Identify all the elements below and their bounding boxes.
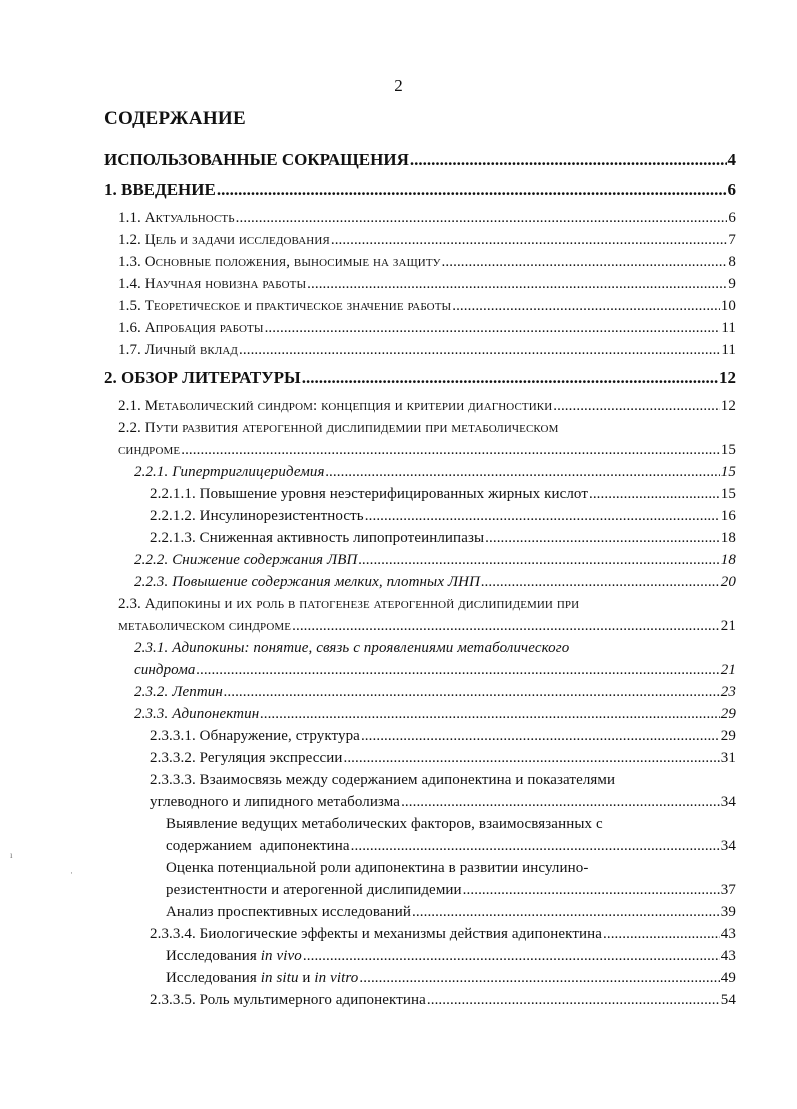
toc-entry-1-1[interactable] [118,210,736,232]
toc-entry-label: 2.3.3.1. Обнаружение, структура [150,728,360,744]
toc-entry-1-3[interactable] [118,254,736,276]
scan-artifact: · [70,868,73,878]
toc-entry-label-latin: in situ [260,970,299,986]
toc-entry-2-2-2[interactable] [134,552,736,574]
page-number: 2 [394,76,403,95]
toc-leader-dots [412,904,720,921]
toc-entry-label: 2. ОБЗОР ЛИТЕРАТУРЫ [104,368,301,387]
toc-leader-dots [292,618,720,635]
toc-entry-2-2-1-2[interactable] [150,508,736,530]
toc-entry-label: 2.3.3.5. Роль мультимерного адипонектина [150,992,426,1008]
toc-entry-label: 2.3.3.4. Биологические эффекты и механизмы действия адипонектина [150,926,602,942]
toc-entry-1-6[interactable] [118,320,736,342]
toc-leader-dots [485,530,720,547]
scan-artifact: ı [10,850,13,860]
toc-leader-dots [331,232,728,249]
toc-entry-page: 43 [720,926,736,942]
toc-entry-label: 1.3. Основные положения, выносимые на защиту [118,254,441,270]
toc-entry-page: 16 [720,508,736,524]
toc-entry-page: 8 [728,254,736,270]
toc-entry-label: 2.2. Пути развития атерогенной дислипидемии при метаболическом [118,420,559,436]
toc-entry-page: 37 [720,882,736,898]
toc-entry-page: 7 [728,232,736,248]
toc-leader-dots [401,794,720,811]
toc-entry-abbreviations[interactable] [104,150,736,172]
toc-entry-page: 54 [720,992,736,1008]
contents-title: СОДЕРЖАНИЕ [104,108,246,129]
toc-entry-page: 15 [720,442,736,458]
toc-entry-page: 31 [720,750,736,766]
toc-entry-label: 2.2.1.3. Сниженная активность липопротеинлипазы [150,530,485,546]
toc-entry-2-3-2[interactable] [134,684,736,706]
toc-leader-dots [197,662,720,679]
toc-entry-2-3-3-2[interactable] [150,750,736,772]
toc-entry-2-2-line2[interactable] [118,442,736,464]
toc-entry-label: 2.3.3.3. Взаимосвязь между содержанием адипонектина и показателями [150,772,616,788]
toc-entry-label: 1.7. Личный вклад [118,342,239,358]
toc-entry-2-2-1-1[interactable] [150,486,736,508]
toc-entry-label: 1. ВВЕДЕНИЕ [104,180,216,199]
toc-entry-label: Анализ проспективных исследований [166,904,412,920]
toc-entry-2-3-3-5[interactable] [150,992,736,1014]
toc-entry-page: 29 [720,728,736,744]
toc-leader-dots [224,684,720,701]
toc-entry-page: 4 [727,150,736,169]
toc-entry-2-3-1-line2[interactable] [134,662,736,684]
toc-entry-label: 2.1. Метаболический синдром: концепция и критерии диагностики [118,398,553,414]
toc-entry-label: резистентности и атерогенной дислипидемии [166,882,462,898]
toc-leader-dots [358,552,719,569]
toc-leader-dots [603,926,720,943]
toc-entry-label-text: Исследования [166,948,261,964]
toc-entry-label: метаболическом синдроме [118,618,292,634]
toc-leader-dots [452,298,720,315]
toc-leader-dots [181,442,720,459]
toc-entry-page: 12 [719,368,736,387]
toc-entry-page: 23 [720,684,736,700]
toc-leader-dots [307,276,727,293]
toc-entry-label: 2.3.3. Адипонектин [134,706,260,722]
toc-leader-dots [481,574,720,591]
toc-entry-prospective-studies[interactable] [166,904,736,926]
toc-leader-dots [326,464,720,481]
toc-entry-1-7[interactable] [118,342,736,364]
toc-entry-label: 1.2. Цель и задачи исследования [118,232,330,248]
toc-entry-page: 11 [721,320,736,336]
toc-entry-label-text: Исследования [166,970,261,986]
toc-entry-page: 20 [720,574,736,590]
toc-entry-1-5[interactable] [118,298,736,320]
toc-entry-page: 9 [728,276,736,292]
toc-entry-label-text: и [298,970,315,986]
toc-entry-label: 2.2.1.1. Повышение уровня неэстерифицированных жирных кислот [150,486,588,502]
toc-leader-dots [553,398,720,415]
toc-entry-label: 1.4. Научная новизна работы [118,276,307,292]
toc-entry-2-3-3-3-line1[interactable] [150,772,736,794]
toc-leader-dots [217,180,727,200]
toc-leader-dots [236,210,728,227]
toc-entry-page: 11 [721,342,736,358]
toc-entry-label: 1.6. Апробация работы [118,320,264,336]
toc-entry-label: 2.3.1. Адипокины: понятие, связь с проявлениями метаболического [134,640,570,656]
toc-entry-page: 12 [720,398,736,414]
toc-entry-page: 10 [720,298,736,314]
toc-entry-2-2-line1[interactable] [118,420,736,442]
toc-entry-page: 39 [720,904,736,920]
toc-leader-dots [442,254,728,271]
toc-leader-dots [463,882,720,899]
toc-entry-label: 2.2.3. Повышение содержания мелких, плотных ЛНП [134,574,481,590]
toc-entry-label: синдрома [134,662,196,678]
toc-entry-2-3-line1[interactable] [118,596,736,618]
toc-leader-dots [589,486,720,503]
toc-entry-2-3-3-1[interactable] [150,728,736,750]
toc-entry-adiponectin-role-line1[interactable] [166,860,736,882]
toc-leader-dots [427,992,720,1009]
toc-entry-1-4[interactable] [118,276,736,298]
toc-entry-label-latin: in vitro [314,970,359,986]
toc-entry-2-2-1-3[interactable] [150,530,736,552]
toc-entry-introduction[interactable] [104,180,736,202]
toc-entry-in-situ-in-vitro[interactable] [166,970,736,992]
toc-entry-label: 2.2.2. Снижение содержания ЛВП [134,552,358,568]
toc-entry-page: 18 [720,552,736,568]
toc-leader-dots [365,508,720,525]
toc-entry-label [166,948,302,965]
toc-entry-page: 34 [720,838,736,854]
toc-leader-dots [303,948,720,965]
toc-entry-page: 6 [728,210,736,226]
toc-entry-label: 2.3.2. Лептин [134,684,223,700]
toc-leader-dots [410,150,727,170]
toc-entry-2-3-3[interactable] [134,706,736,728]
toc-leader-dots [359,970,719,987]
toc-entry-1-2[interactable] [118,232,736,254]
toc-entry-page: 21 [720,618,736,634]
toc-entry-adiponectin-role-line2[interactable] [166,882,736,904]
toc-entry-label-latin: in vivo [260,948,302,964]
toc-entry-2-3-line2[interactable] [118,618,736,640]
toc-entry-page: 43 [720,948,736,964]
toc-entry-literature-review[interactable] [104,368,736,390]
toc-entry-label: углеводного и липидного метаболизма [150,794,401,810]
toc-entry-metabolic-factors-line1[interactable] [166,816,736,838]
toc-entry-2-1[interactable] [118,398,736,420]
toc-entry-page: 6 [727,180,736,199]
toc-entry-label: 1.1. Актуальность [118,210,235,226]
toc-leader-dots [260,706,720,723]
toc-entry-page: 21 [720,662,736,678]
toc-entry-label: ИСПОЛЬЗОВАННЫЕ СОКРАЩЕНИЯ [104,150,409,169]
toc-entry-label [166,970,358,987]
toc-leader-dots [302,368,718,388]
toc-entry-page: 15 [720,464,736,480]
toc-leader-dots [265,320,721,337]
toc-entry-label: 1.5. Теоретическое и практическое значение работы [118,298,452,314]
toc-entry-page: 18 [720,530,736,546]
toc-entry-2-2-3[interactable] [134,574,736,596]
toc-entry-page: 49 [720,970,736,986]
toc-leader-dots [351,838,720,855]
toc-entry-2-2-1[interactable] [134,464,736,486]
toc-entry-page: 29 [720,706,736,722]
toc-entry-2-3-1-line1[interactable] [134,640,736,662]
toc-entry-label: содержанием адипонектина [166,838,350,854]
toc-entry-metabolic-factors-line2[interactable] [166,838,736,860]
toc-entry-label: 2.2.1. Гипертриглицеридемия [134,464,325,480]
toc-leader-dots [361,728,720,745]
toc-leader-dots [343,750,719,767]
toc-entry-page: 34 [720,794,736,810]
toc-entry-label: 2.2.1.2. Инсулинорезистентность [150,508,364,524]
toc-entry-2-3-3-4[interactable] [150,926,736,948]
toc-entry-page: 15 [720,486,736,502]
toc-entry-label: 2.3. Адипокины и их роль в патогенезе атерогенной дислипидемии при [118,596,580,612]
toc-entry-label: синдроме [118,442,181,458]
toc-leader-dots [239,342,720,359]
toc-entry-in-vivo[interactable] [166,948,736,970]
toc-entry-label: 2.3.3.2. Регуляция экспрессии [150,750,343,766]
toc-entry-label: Оценка потенциальной роли адипонектина в развитии инсулино- [166,860,589,876]
toc-entry-2-3-3-3-line2[interactable] [150,794,736,816]
toc-entry-label: Выявление ведущих метаболических факторов, взаимосвязанных с [166,816,603,832]
